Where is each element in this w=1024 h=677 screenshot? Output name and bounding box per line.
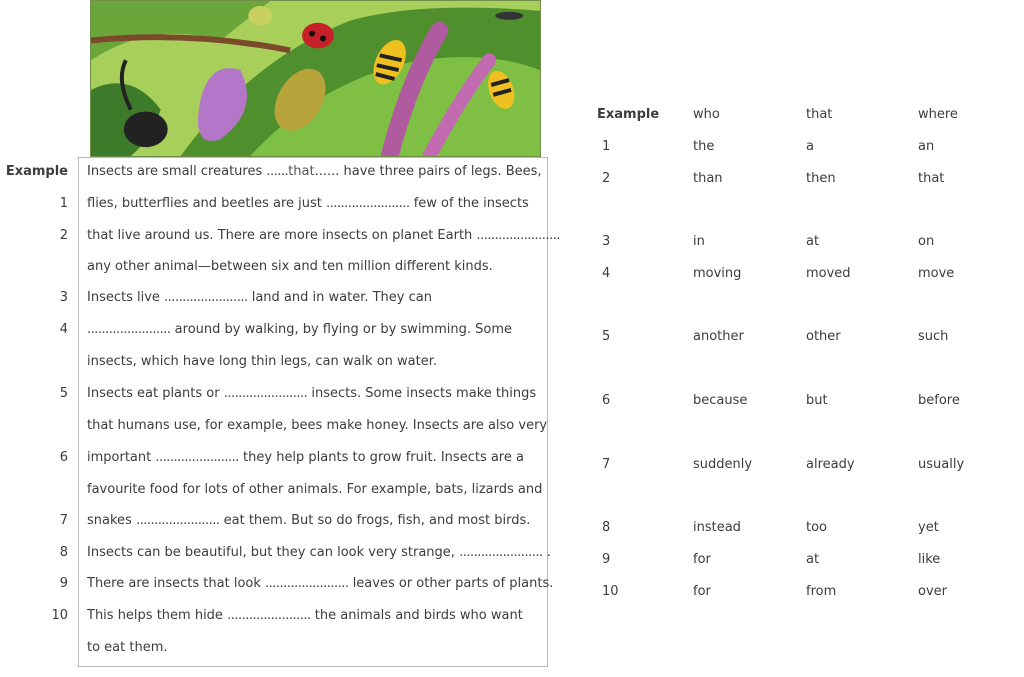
passage-text: There are insects that look xyxy=(87,576,266,591)
option-c[interactable]: usually xyxy=(918,457,965,472)
passage-text: This helps them hide xyxy=(87,608,228,623)
option-b[interactable]: too xyxy=(806,520,828,535)
answer-gap[interactable]: ....................... xyxy=(326,196,410,211)
passage-line-number: 5 xyxy=(59,386,68,401)
answer-gap[interactable]: ....................... xyxy=(87,322,171,337)
passage-line xyxy=(87,228,560,243)
passage-line-number: 8 xyxy=(59,545,68,560)
passage-line-number: Example xyxy=(5,164,68,179)
passage-line-number: 3 xyxy=(59,290,68,305)
option-a[interactable]: instead xyxy=(693,520,741,535)
option-c[interactable]: over xyxy=(918,584,947,599)
passage-text: leaves or other parts of plants. xyxy=(348,576,554,591)
option-c[interactable]: yet xyxy=(918,520,939,535)
passage-line-number: 6 xyxy=(59,450,68,465)
passage-text: around by walking, by flying or by swimming. Some xyxy=(170,322,512,337)
passage-text: flies, butterflies and beetles are just xyxy=(87,196,327,211)
option-c[interactable]: an xyxy=(918,139,935,154)
option-row-number: 9 xyxy=(602,552,611,567)
option-c[interactable]: where xyxy=(918,107,958,122)
passage-line xyxy=(87,418,547,433)
option-row-number: 3 xyxy=(602,234,611,249)
passage-text: favourite food for lots of other animals. For example, bats, lizards and xyxy=(87,482,543,497)
passage-line-number: 1 xyxy=(59,196,68,211)
option-row-number: Example xyxy=(597,107,660,122)
passage-text: any other animal—between six and ten million different kinds. xyxy=(87,259,493,274)
option-row-number: 7 xyxy=(602,457,611,472)
option-b[interactable]: at xyxy=(806,552,820,567)
option-c[interactable]: before xyxy=(918,393,960,408)
passage-text: that live around us. There are more insects on planet Earth xyxy=(87,228,477,243)
option-a[interactable]: than xyxy=(693,171,723,186)
passage-line xyxy=(87,640,168,655)
option-c[interactable]: like xyxy=(918,552,941,567)
option-row-number: 5 xyxy=(602,329,611,344)
passage-line xyxy=(87,354,437,369)
passage-text: insects. Some insects make things xyxy=(307,386,537,401)
option-row-number: 10 xyxy=(602,584,619,599)
passage-line xyxy=(87,513,530,528)
passage-line-number: 10 xyxy=(51,608,68,623)
passage-line xyxy=(87,386,536,401)
passage-text: to eat them. xyxy=(87,640,168,655)
passage-text: the animals and birds who want xyxy=(310,608,523,623)
option-b[interactable]: from xyxy=(806,584,837,599)
passage-text: . xyxy=(542,545,551,560)
passage-text: Insects eat plants or xyxy=(87,386,224,401)
option-row-number: 8 xyxy=(602,520,611,535)
option-b[interactable]: already xyxy=(806,457,855,472)
option-a[interactable]: who xyxy=(693,107,720,122)
passage-text: snakes xyxy=(87,513,136,528)
passage-text: Insects can be beautiful, but they can look very strange, xyxy=(87,545,460,560)
passage-text: Insects are small creatures xyxy=(87,164,267,179)
passage-line xyxy=(87,259,493,274)
answer-gap[interactable]: ....................... xyxy=(459,545,543,560)
passage-line xyxy=(87,545,551,560)
passage-text: that humans use, for example, bees make honey. Insects are also very xyxy=(87,418,548,433)
answer-gap[interactable]: ....................... xyxy=(227,608,311,623)
option-a[interactable]: suddenly xyxy=(693,457,753,472)
option-a[interactable]: in xyxy=(693,234,705,249)
answer-gap[interactable]: ....................... xyxy=(476,228,560,243)
option-b[interactable]: moved xyxy=(806,266,851,281)
passage-line xyxy=(87,164,542,179)
passage-text: ...... have three pairs of legs. Bees, xyxy=(314,164,542,179)
option-b[interactable]: but xyxy=(806,393,828,408)
option-row-number: 4 xyxy=(602,266,611,281)
passage-line xyxy=(87,482,542,497)
option-b[interactable]: a xyxy=(806,139,814,154)
answer-gap[interactable]: ....................... xyxy=(135,513,220,528)
option-row-number: 1 xyxy=(602,139,611,154)
answer-gap[interactable]: ...... xyxy=(266,164,289,179)
option-a[interactable]: moving xyxy=(693,266,742,281)
passage-line xyxy=(87,196,529,211)
option-b[interactable]: at xyxy=(806,234,820,249)
option-a[interactable]: the xyxy=(693,139,715,154)
option-b[interactable]: then xyxy=(806,171,836,186)
answer-gap[interactable]: ....................... xyxy=(265,576,349,591)
passage-line xyxy=(87,608,523,623)
passage-line-number: 7 xyxy=(59,513,68,528)
insects-illustration xyxy=(90,0,541,157)
passage-text: Insects live xyxy=(87,290,165,305)
passage-line-number: 2 xyxy=(59,228,68,243)
option-a[interactable]: for xyxy=(693,584,711,599)
answer-gap[interactable]: ....................... xyxy=(155,450,239,465)
passage-text: land and in water. They can xyxy=(247,290,432,305)
passage-line xyxy=(87,576,553,591)
passage-text: they help plants to grow fruit. Insects are a xyxy=(238,450,524,465)
passage-line-number: 4 xyxy=(59,322,68,337)
option-row-number: 6 xyxy=(602,393,611,408)
option-a[interactable]: for xyxy=(693,552,711,567)
answer-gap[interactable]: ....................... xyxy=(164,290,248,305)
option-c[interactable]: that xyxy=(918,171,945,186)
passage-line xyxy=(87,450,524,465)
passage-line-number: 9 xyxy=(59,576,68,591)
option-c[interactable]: such xyxy=(918,329,949,344)
answer-gap[interactable]: ....................... xyxy=(223,386,308,401)
passage-text: insects, which have long thin legs, can walk on water. xyxy=(87,354,438,369)
passage-text: eat them. But so do frogs, fish, and most birds. xyxy=(219,513,531,528)
passage-line xyxy=(87,322,512,337)
insects-picture xyxy=(91,1,540,156)
passage-text: important xyxy=(87,450,156,465)
option-b[interactable]: that xyxy=(806,107,833,122)
example-answer: that xyxy=(288,164,315,179)
option-c[interactable]: move xyxy=(918,266,955,281)
option-a[interactable]: because xyxy=(693,393,748,408)
passage-text: few of the insects xyxy=(409,196,529,211)
option-b[interactable]: other xyxy=(806,329,841,344)
option-a[interactable]: another xyxy=(693,329,744,344)
option-row-number: 2 xyxy=(602,171,611,186)
passage-line xyxy=(87,290,432,305)
option-c[interactable]: on xyxy=(918,234,935,249)
